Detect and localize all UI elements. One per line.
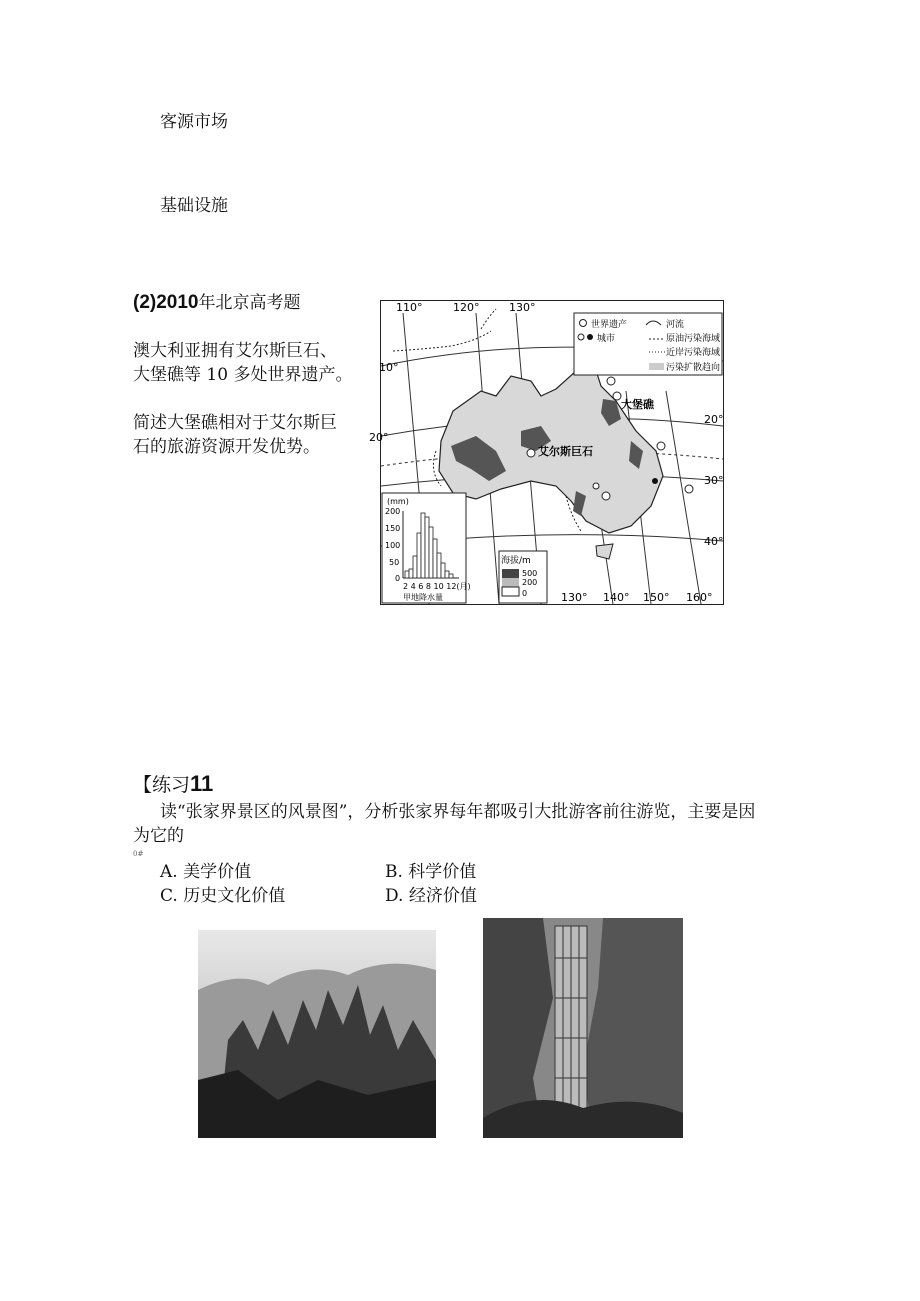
question-line: 澳大利亚拥有艾尔斯巨石、 [133, 341, 337, 361]
rain-bar [429, 527, 433, 578]
question-line: 简述大堡礁相对于艾尔斯巨 [133, 413, 337, 433]
question-source: 年北京高考题 [198, 293, 301, 313]
rain-bar [425, 517, 429, 578]
lat-label: 20° [369, 431, 389, 444]
exercise-title [133, 770, 213, 799]
legend-river: 河流 [666, 320, 685, 330]
place-label-reef: 大堡礁 [621, 398, 654, 411]
lat-label: 10° [379, 361, 399, 374]
rain-bar [445, 571, 449, 578]
lon-label: 130° [561, 591, 588, 604]
option-b[interactable]: B. 科学价值 [385, 862, 477, 882]
question-heading [133, 291, 301, 315]
rain-bar [421, 513, 425, 578]
tiny-mark: 0# [133, 850, 144, 858]
question-line: 石的旅游资源开发优势。 [133, 437, 320, 457]
exercise-number: 11 [190, 771, 214, 796]
rain-caption: 甲地降水量 [403, 593, 443, 602]
section-label-market: 客源市场 [160, 112, 228, 132]
rain-xlabel: 2 4 6 8 10 12(月) [403, 582, 471, 591]
rain-bar [441, 563, 445, 578]
option-a[interactable]: A. 美学价值 [160, 862, 252, 882]
rain-bar [413, 556, 417, 578]
place-label-uluru: 艾尔斯巨石 [538, 445, 593, 458]
rain-unit: (mm) [387, 497, 409, 506]
rain-tick: 200 [385, 507, 401, 516]
option-c[interactable]: C. 历史文化价值 [160, 886, 286, 906]
exercise-question-line: 为它的 [133, 826, 184, 846]
lat-label: 30° [704, 474, 724, 487]
lat-label: 20° [704, 413, 724, 426]
rain-tick: 150 [385, 524, 401, 533]
lon-label: 130° [509, 301, 536, 314]
legend-spread: 污染扩散趋向 [666, 363, 721, 373]
elev-level: 200 [522, 578, 538, 587]
australia-map [369, 300, 724, 605]
lon-label: 140° [603, 591, 630, 604]
rain-tick: 50 [389, 558, 400, 567]
legend-oil: 原油污染海域 [666, 334, 721, 344]
lat-label: 40° [704, 535, 724, 548]
elev-level: 500 [522, 569, 538, 578]
lon-label: 160° [686, 591, 713, 604]
scenery-photo-elevator [483, 918, 683, 1138]
map-canvas [369, 301, 724, 604]
question-number: (2)2010 [133, 292, 199, 313]
lon-label: 110° [396, 301, 423, 314]
rain-tick: 0 [395, 574, 401, 583]
legend-coastal: 近岸污染海域 [666, 348, 721, 358]
rain-bar [449, 574, 453, 578]
legend-city: 城市 [597, 334, 616, 344]
option-d[interactable]: D. 经济价值 [385, 886, 477, 906]
rain-bar [433, 539, 437, 578]
exercise-question-line: 读“张家界景区的风景图”，分析张家界每年都吸引大批游客前往游览，主要是因 [160, 802, 756, 822]
section-label-infrastructure: 基础设施 [160, 196, 228, 216]
rain-tick: 100 [385, 541, 401, 550]
rain-bar [409, 569, 413, 578]
question-line: 大堡礁等 10 多处世界遗产。 [133, 365, 353, 385]
rain-bar [437, 553, 441, 578]
legend-heritage: 世界遗产 [591, 320, 628, 330]
lon-label: 150° [643, 591, 670, 604]
elev-title: 海拔/m [501, 556, 531, 566]
lon-label: 120° [453, 301, 480, 314]
rain-bar [405, 571, 409, 578]
elev-level: 0 [522, 589, 528, 598]
rain-bar [417, 533, 421, 578]
exercise-prefix: 【练习 [133, 774, 191, 796]
scenery-photo-peaks [198, 930, 436, 1138]
